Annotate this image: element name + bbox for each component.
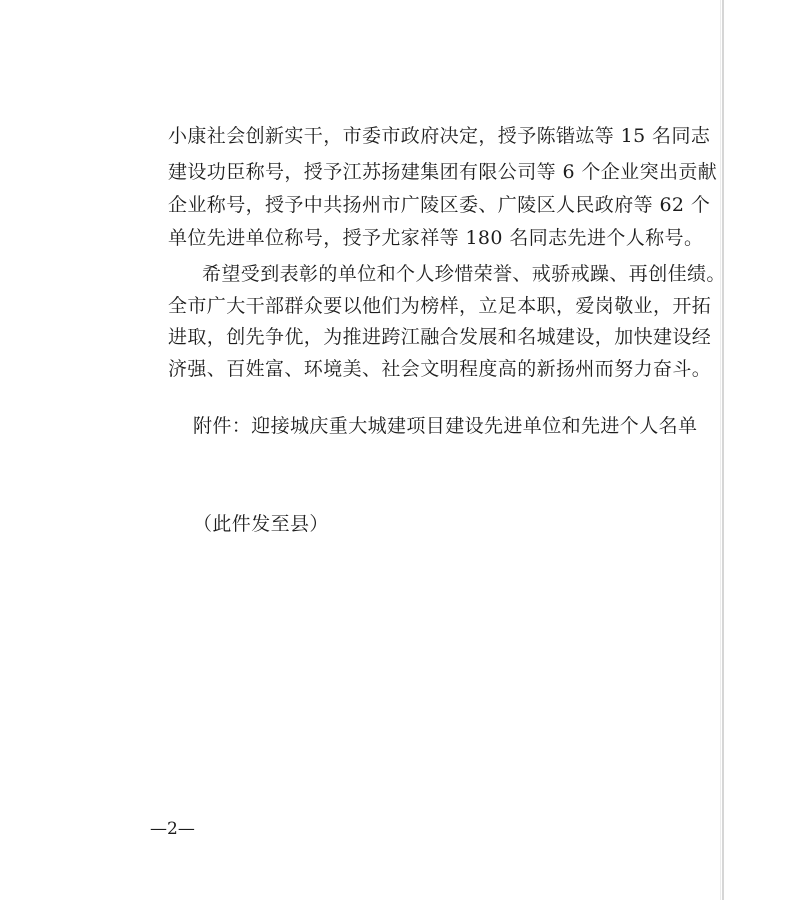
body-line-7: 进取，创先争优，为推进跨江融合发展和名城建设，加快建设经	[168, 326, 712, 348]
body-line-5: 希望受到表彰的单位和个人珍惜荣誉、戒骄戒躁、再创佳绩。	[202, 263, 726, 285]
body-line-4: 单位先进单位称号，授予尤家祥等 180 名同志先进个人称号。	[168, 227, 704, 249]
distribution-note: （此件发至县）	[193, 513, 329, 535]
body-line-8: 济强、百姓富、环境美、社会文明程度高的新扬州而努力奋斗。	[168, 358, 712, 380]
page-number: —2—	[150, 819, 195, 839]
attachment-line: 附件：迎接城庆重大城建项目建设先进单位和先进个人名单	[193, 415, 698, 437]
body-line-3: 企业称号，授予中共扬州市广陵区委、广陵区人民政府等 62 个	[168, 194, 711, 216]
body-line-2: 建设功臣称号，授予江苏扬建集团有限公司等 6 个企业突出贡献	[168, 161, 718, 183]
body-line-6: 全市广大干部群众要以他们为榜样，立足本职，爱岗敬业，开拓	[168, 295, 712, 317]
body-line-1: 小康社会创新实干，市委市政府决定，授予陈锴竑等 15 名同志	[168, 125, 711, 147]
